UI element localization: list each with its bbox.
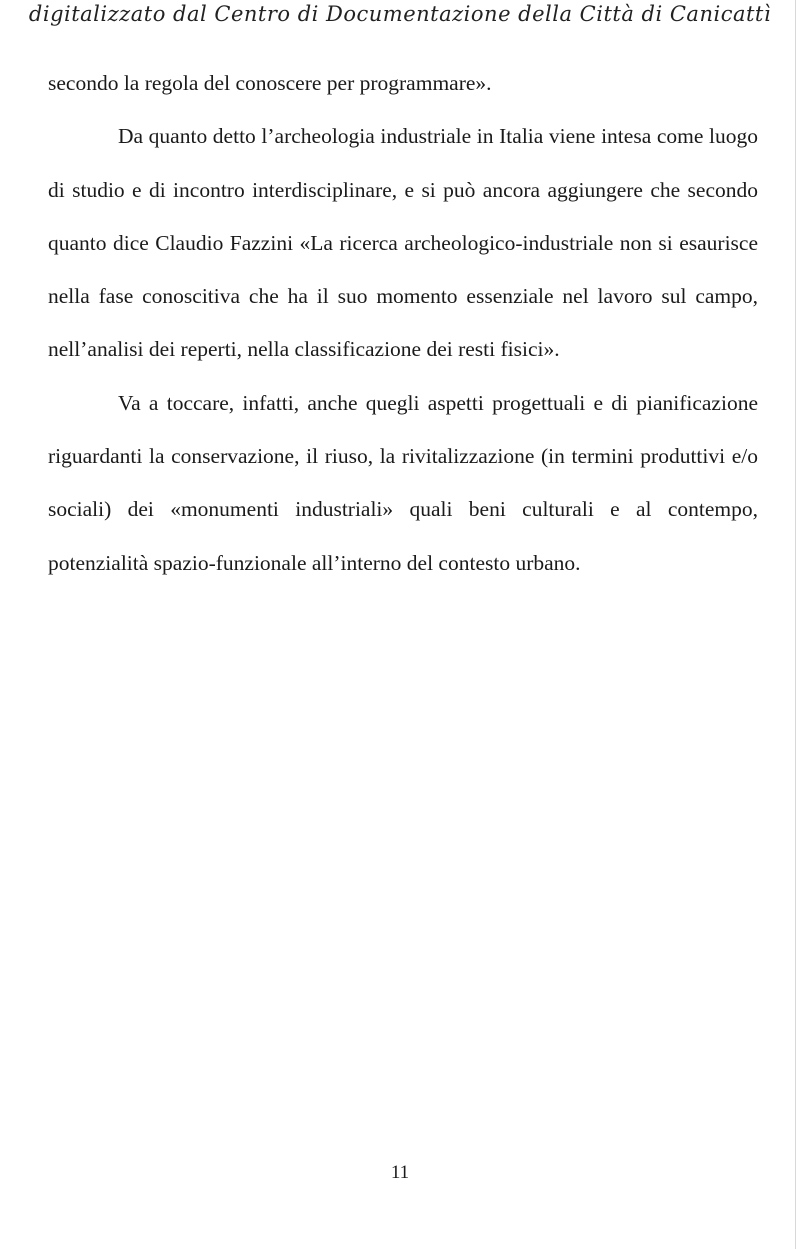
page-number: 11 bbox=[390, 1162, 410, 1183]
paragraph-progettuali: Va a toccare, infatti, anche quegli aspetti progettuali e di pianificazione riguardanti la conservazione, il riuso, la rivitalizzazione (in termini produttivi e/o sociali) dei «monumenti industriali» quali beni culturali e al contempo, potenzialità spazio-funzionale all’interno del contesto urbano. bbox=[48, 390, 758, 575]
paragraph-archeologia: Da quanto detto l’archeologia industriale in Italia viene intesa come luogo di studio e di incontro interdisciplinare, e si può ancora aggiungere che secondo quanto dice Claudio Fazzini «La ricerca archeologico-industriale non si esaurisce nella fase conoscitiva che ha il suo momento essenziale nel lavoro sul campo, nell’analisi dei reperti, nella classificazione dei resti fisici». bbox=[48, 124, 758, 362]
body-text bbox=[48, 57, 758, 590]
paragraph-continuation: secondo la regola del conoscere per programmare». bbox=[48, 71, 492, 95]
digitization-watermark: digitalizzato dal Centro di Documentazione della Città di Canicattì bbox=[28, 2, 772, 26]
scan-edge-line bbox=[795, 0, 796, 1249]
